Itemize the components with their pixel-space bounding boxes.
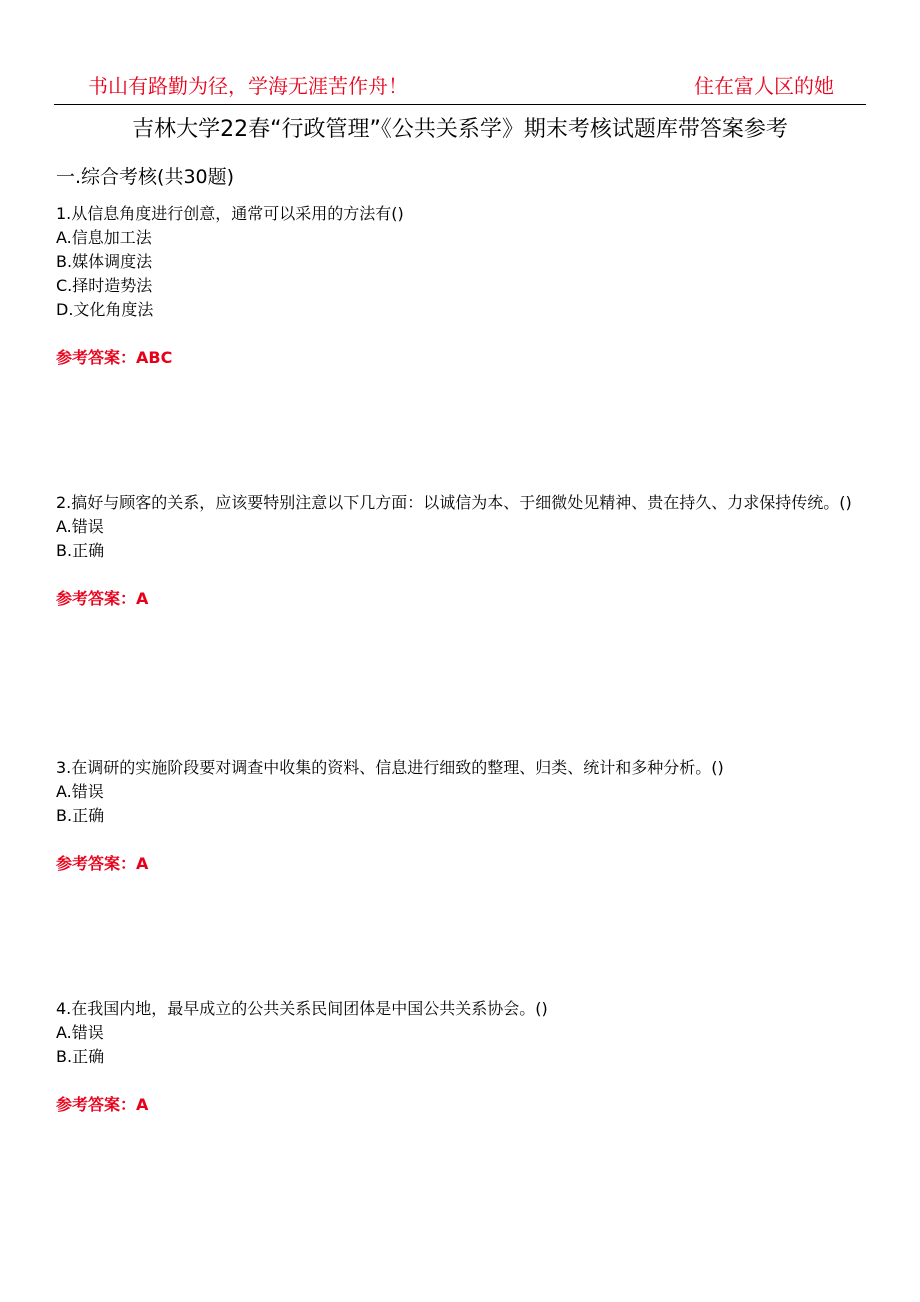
question-option-b: B.正确 bbox=[56, 541, 105, 560]
question-option-a: A.错误 bbox=[56, 782, 104, 801]
question-option-b: B.正确 bbox=[56, 1047, 105, 1066]
question-stem: 3.在调研的实施阶段要对调查中收集的资料、信息进行细致的整理、归类、统计和多种分析。() bbox=[56, 758, 724, 777]
question-stem: 1.从信息角度进行创意，通常可以采用的方法有() bbox=[56, 204, 404, 223]
section-heading: 一.综合考核(共30题) bbox=[56, 166, 235, 188]
question-option-a: A.错误 bbox=[56, 517, 104, 536]
question-answer: 参考答案：A bbox=[56, 1095, 149, 1114]
header-divider bbox=[54, 104, 866, 105]
document-title: 吉林大学22春“行政管理”《公共关系学》期末考核试题库带答案参考 bbox=[132, 117, 788, 142]
question-stem: 2.搞好与顾客的关系，应该要特别注意以下几方面：以诚信为本、于细微处见精神、贵在持久、力求保持传统。() bbox=[56, 493, 852, 512]
question-answer: 参考答案：A bbox=[56, 589, 149, 608]
question-option-a: A.错误 bbox=[56, 1023, 104, 1042]
question-option-b: B.正确 bbox=[56, 806, 105, 825]
question-1 bbox=[56, 202, 866, 370]
question-option-b: B.媒体调度法 bbox=[56, 252, 153, 271]
question-answer: 参考答案：ABC bbox=[56, 348, 173, 367]
header-author: 住在富人区的她 bbox=[694, 74, 834, 98]
question-option-a: A.信息加工法 bbox=[56, 228, 152, 247]
question-answer: 参考答案：A bbox=[56, 854, 149, 873]
question-3 bbox=[56, 756, 866, 876]
question-4 bbox=[56, 997, 866, 1117]
question-2 bbox=[56, 491, 866, 611]
question-stem: 4.在我国内地，最早成立的公共关系民间团体是中国公共关系协会。() bbox=[56, 999, 548, 1018]
header-motto: 书山有路勤为径，学海无涯苦作舟！ bbox=[88, 74, 408, 98]
question-option-d: D.文化角度法 bbox=[56, 300, 154, 319]
question-option-c: C.择时造势法 bbox=[56, 276, 153, 295]
